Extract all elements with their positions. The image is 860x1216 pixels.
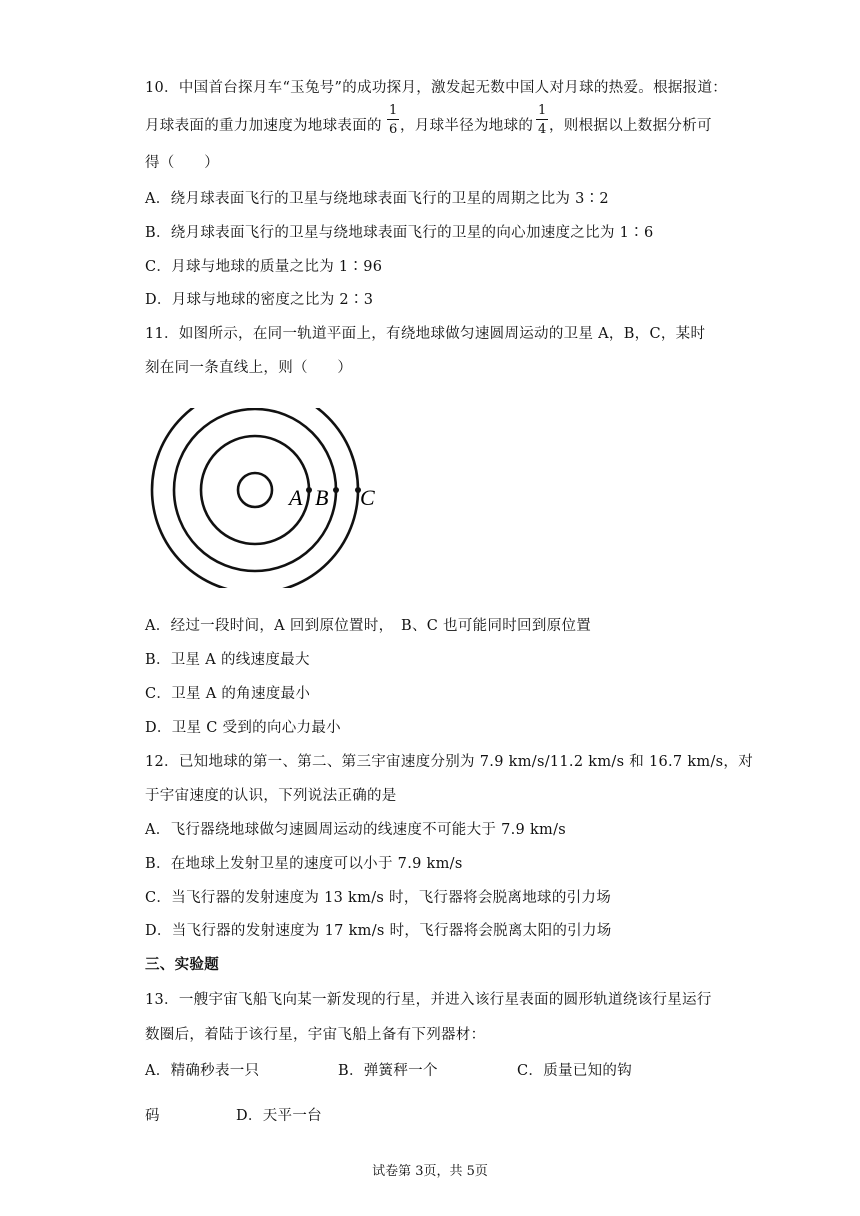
fraction-numerator: 1 [389, 103, 398, 118]
satellite-c-label: C [360, 485, 375, 510]
q13-stem-line2: 数圈后，着陆于该行星，宇宙飞船上备有下列器材： [145, 1027, 486, 1043]
fraction-denominator: 6 [389, 122, 398, 137]
satellite-a-label: A [289, 485, 303, 510]
q10-stem-line1: 10．中国首台探月车“玉兔号”的成功探月，激发起无数中国人对月球的热爱。根据报道： [145, 80, 728, 96]
q13-option-c: C．质量已知的钩 [517, 1063, 632, 1079]
q12-stem-line2: 于宇宙速度的认识，下列说法正确的是 [145, 788, 397, 804]
earth-circle [238, 473, 272, 507]
q10-stem-line2a: 月球表面的重力加速度为地球表面的 [145, 118, 382, 134]
satellite-b-label: B [315, 485, 329, 510]
q11-stem-line1: 11．如图所示，在同一轨道平面上，有绕地球做匀速圆周运动的卫星 A，B，C，某时 [145, 326, 706, 342]
section-heading-experiment: 三、实验题 [145, 956, 219, 973]
q10-option-d: D．月球与地球的密度之比为 2∶3 [145, 292, 374, 308]
q10-stem-line3: 得（ ） [145, 155, 219, 171]
orbit-diagram [148, 408, 388, 588]
q12-option-c: C．当飞行器的发射速度为 13 km/s 时，飞行器将会脱离地球的引力场 [145, 890, 612, 906]
page-footer: 试卷第 3页，共 5页 [372, 1164, 488, 1179]
q11-stem-line2: 刻在同一条直线上，则（ ） [145, 360, 353, 376]
q12-option-b: B．在地球上发射卫星的速度可以小于 7.9 km/s [145, 856, 463, 872]
q10-option-a: A．绕月球表面飞行的卫星与绕地球表面飞行的卫星的周期之比为 3∶2 [145, 191, 609, 207]
q13-option-d: D．天平一台 [236, 1108, 322, 1124]
q12-option-d: D．当飞行器的发射速度为 17 km/s 时，飞行器将会脱离太阳的引力场 [145, 923, 612, 939]
q10-option-b: B．绕月球表面飞行的卫星与绕地球表面飞行的卫星的向心加速度之比为 1∶6 [145, 225, 654, 241]
satellite-a-dot [306, 487, 312, 493]
q11-option-c: C．卫星 A 的角速度最小 [145, 686, 311, 702]
fraction-numerator: 1 [538, 103, 547, 118]
q10-fraction-one-quarter [536, 104, 548, 136]
q12-stem-line1: 12．已知地球的第一、第二、第三宇宙速度分别为 7.9 km/s/11.2 km/s 和 16.7 km/s，对 [145, 754, 754, 770]
q10-option-c: C．月球与地球的质量之比为 1∶96 [145, 259, 383, 275]
q11-option-b: B．卫星 A 的线速度最大 [145, 652, 310, 668]
q11-option-a: A．经过一段时间，A 回到原位置时， B、C 也可能同时回到原位置 [145, 618, 592, 634]
q10-stem-line2c: ，则根据以上数据分析可 [549, 118, 712, 134]
q10-fraction-one-sixth [387, 104, 399, 136]
fraction-denominator: 4 [538, 122, 547, 137]
satellite-b-dot [333, 487, 339, 493]
q12-option-a: A．飞行器绕地球做匀速圆周运动的线速度不可能大于 7.9 km/s [145, 822, 567, 838]
q10-stem-line2b: ，月球半径为地球的 [400, 118, 534, 134]
q13-option-b: B．弹簧秤一个 [338, 1063, 438, 1079]
q13-option-a: A．精确秒表一只 [145, 1063, 260, 1079]
q11-option-d: D．卫星 C 受到的向心力最小 [145, 720, 341, 736]
q13-option-c-continued: 码 [145, 1108, 160, 1124]
q13-stem-line1: 13．一艘宇宙飞船飞向某一新发现的行星，并进入该行星表面的圆形轨道绕该行星运行 [145, 992, 712, 1008]
